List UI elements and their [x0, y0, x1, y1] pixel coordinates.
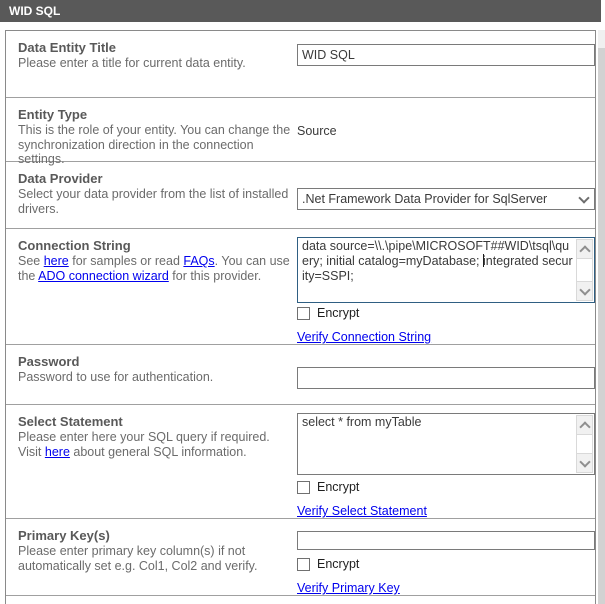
faqs-link[interactable]: FAQs — [183, 254, 215, 268]
entity-type-value: Source — [297, 124, 337, 138]
encrypt-checkbox-primary-keys[interactable] — [297, 558, 310, 571]
chevron-up-icon — [579, 245, 590, 256]
data-provider-selected-value: .Net Framework Data Provider for SqlServer — [302, 192, 548, 206]
encrypt-label: Encrypt — [317, 480, 360, 494]
data-provider-heading: Data Provider — [18, 171, 103, 186]
connection-string-heading: Connection String — [18, 238, 131, 253]
connection-string-text[interactable]: data source=\\.\pipe\MICROSOFT##WID\tsql\query; initial catalog=myDatabase; integrated security=SSPI; — [302, 239, 573, 283]
password-input[interactable] — [297, 367, 595, 389]
scroll-up-button[interactable] — [577, 416, 592, 435]
section-connection-string — [6, 229, 595, 345]
select-statement-textarea[interactable] — [297, 413, 595, 475]
primary-keys-heading: Primary Key(s) — [18, 528, 110, 543]
section-password — [6, 345, 595, 405]
scroll-down-button[interactable] — [577, 453, 592, 472]
chevron-down-icon — [579, 456, 590, 467]
password-description: Password to use for authentication. — [18, 370, 214, 384]
password-heading: Password — [18, 354, 80, 369]
scroll-down-button[interactable] — [577, 281, 592, 300]
select-statement-scrollbar[interactable] — [576, 415, 593, 473]
select-statement-description: Please enter here your SQL query if required. Visit here about general SQL information. — [18, 430, 270, 459]
select-statement-text[interactable]: select * from myTable — [302, 415, 422, 429]
encrypt-checkbox-select-statement[interactable] — [297, 481, 310, 494]
page-scrollbar[interactable] — [598, 30, 605, 604]
entity-type-heading: Entity Type — [18, 107, 88, 122]
sql-info-here-link[interactable]: here — [44, 444, 70, 459]
page-scrollbar-thumb[interactable] — [598, 48, 605, 604]
here-link[interactable]: here — [43, 254, 69, 268]
verify-primary-key-link[interactable]: Verify Primary Key — [297, 581, 400, 595]
primary-keys-description: Please enter primary key column(s) if not automatically set e.g. Col1, Col2 and verify. — [18, 544, 258, 573]
section-data-entity-title — [6, 31, 595, 98]
entity-form — [5, 30, 596, 604]
select-statement-heading: Select Statement — [18, 414, 123, 429]
verify-connection-string-link[interactable]: Verify Connection String — [297, 330, 432, 344]
window-title-bar — [0, 0, 601, 22]
primary-keys-input[interactable] — [297, 531, 595, 550]
chevron-down-icon — [574, 197, 594, 202]
data-entity-title-description: Please enter a title for current data entity. — [18, 56, 246, 70]
section-select-statement — [6, 405, 595, 519]
scroll-up-button[interactable] — [577, 240, 592, 259]
section-entity-type — [6, 98, 595, 166]
encrypt-label: Encrypt — [317, 557, 360, 571]
data-provider-select[interactable] — [297, 188, 595, 210]
window-title: WID SQL — [9, 4, 61, 18]
section-primary-keys — [6, 519, 595, 596]
connection-string-textarea[interactable] — [297, 237, 595, 303]
encrypt-label: Encrypt — [317, 306, 360, 320]
connection-string-description: See here for samples or read FAQs. You can use the ADO connection wizard for this provider. — [18, 254, 290, 283]
chevron-up-icon — [579, 421, 590, 432]
verify-select-statement-link[interactable]: Verify Select Statement — [297, 504, 427, 518]
data-entity-title-heading: Data Entity Title — [18, 40, 117, 55]
chevron-down-icon — [579, 284, 590, 295]
encrypt-checkbox-connection-string[interactable] — [297, 307, 310, 320]
entity-type-description: This is the role of your entity. You can change the synchronization direction in the connection settings. — [18, 123, 291, 166]
connection-string-scrollbar[interactable] — [576, 239, 593, 301]
data-entity-title-input[interactable] — [297, 44, 595, 66]
section-data-provider — [6, 162, 595, 229]
ado-connection-wizard-link[interactable]: ADO connection wizard — [38, 268, 169, 283]
data-provider-description: Select your data provider from the list of installed drivers. — [18, 187, 289, 216]
